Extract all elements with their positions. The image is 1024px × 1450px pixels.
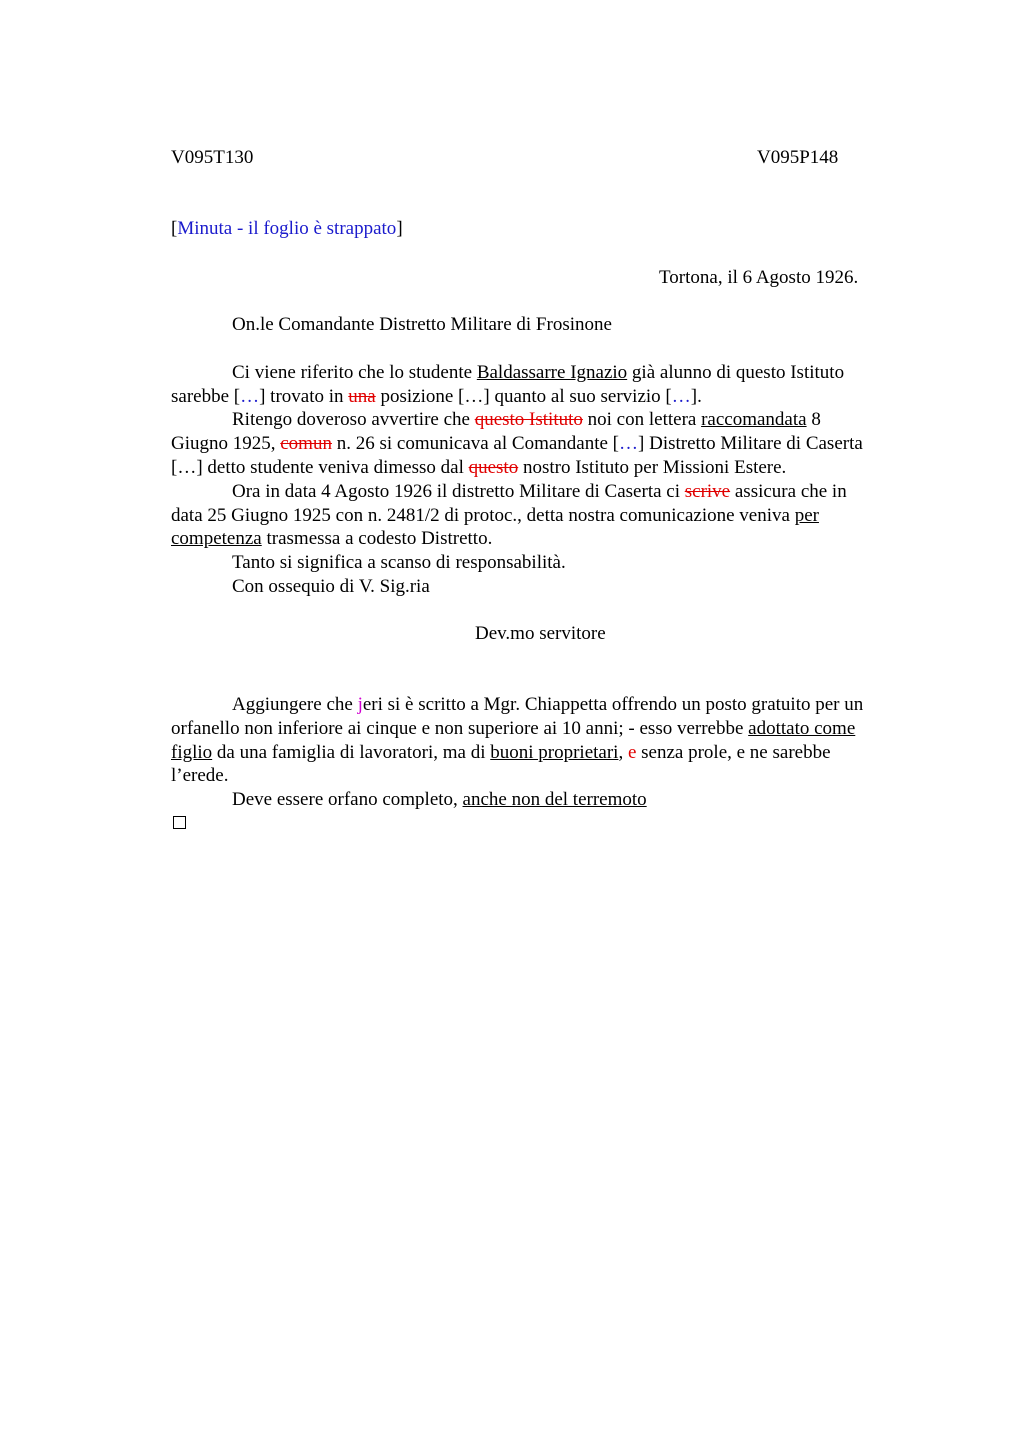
ps-line1 <box>232 694 863 716</box>
p3-line3 <box>171 528 492 550</box>
text: ]. <box>690 386 702 407</box>
text: già alunno di questo Istituto <box>627 362 845 383</box>
text: trasmessa a codesto Distretto. <box>261 528 493 549</box>
p2-line2 <box>171 433 863 455</box>
deleted-word: una <box>348 386 376 407</box>
ps-line2 <box>171 718 855 740</box>
underlined-word: raccomandata <box>701 409 807 430</box>
ps2-line <box>232 789 647 811</box>
text: Aggiungere che <box>232 694 358 715</box>
gap-marker: … <box>619 433 639 454</box>
text: sarebbe [ <box>171 386 241 407</box>
text: Ritengo doveroso avvertire che <box>232 409 475 430</box>
text: n. 26 si comunicava al Comandante [ <box>331 433 620 454</box>
closing-signature: Dev.mo servitore <box>475 623 606 644</box>
p2-line3 <box>171 457 786 479</box>
checkbox-icon <box>173 816 186 829</box>
p1-line2 <box>171 386 702 408</box>
p2-line1 <box>232 409 821 431</box>
text: da una famiglia di lavoratori, ma di <box>212 742 491 763</box>
text: Giugno 1925, <box>171 433 281 454</box>
underlined-word: per <box>794 505 819 526</box>
ps-line3 <box>171 742 831 764</box>
note-text: Minuta - il foglio è strappato <box>177 218 397 239</box>
p4: Tanto si significa a scanso di responsabilità. <box>232 552 566 573</box>
text: 8 <box>806 409 821 430</box>
underlined-words: adottato come <box>748 718 856 739</box>
underlined-word: competenza <box>171 528 262 549</box>
text: Ci viene riferito che lo studente <box>232 362 477 383</box>
text: posizione […] quanto al suo servizio [ <box>375 386 672 407</box>
p3-line1 <box>232 481 847 503</box>
text: ] trovato in <box>259 386 349 407</box>
student-name: Baldassarre Ignazio <box>476 362 628 383</box>
text: nostro Istituto per Missioni Estere. <box>518 457 787 478</box>
text: orfanello non inferiore ai cinque e non superiore ai 10 anni; - esso verrebbe <box>171 718 749 739</box>
note-close-bracket: ] <box>396 218 403 239</box>
editorial-note <box>171 218 403 240</box>
p3-line2 <box>171 505 819 527</box>
inserted-letter: j <box>357 694 363 715</box>
text: eri si è scritto a Mgr. Chiappetta offrendo un posto gratuito per un <box>362 694 864 715</box>
note-open-bracket: [ <box>171 218 178 239</box>
text: […] detto studente veniva dimesso dal <box>171 457 469 478</box>
code-left: V095T130 <box>171 147 254 168</box>
deleted-word: questo <box>468 457 519 478</box>
text: noi con lettera <box>582 409 702 430</box>
underlined-words: anche non del terremoto <box>462 789 647 810</box>
ps-line4: l’erede. <box>171 765 229 786</box>
text: senza prole, e ne sarebbe <box>636 742 831 763</box>
gap-marker: … <box>671 386 691 407</box>
text: assicura che in <box>730 481 847 502</box>
code-right: V095P148 <box>757 147 839 168</box>
text: ] Distretto Militare di Caserta <box>638 433 863 454</box>
date-line: Tortona, il 6 Agosto 1926. <box>659 267 859 288</box>
p1-line1 <box>232 362 844 384</box>
deleted-words: questo Istituto <box>474 409 583 430</box>
text: Deve essere orfano completo, <box>232 789 463 810</box>
text: , <box>618 742 628 763</box>
deleted-word: comun <box>280 433 332 454</box>
p5: Con ossequio di V. Sig.ria <box>232 576 430 597</box>
underlined-words: buoni proprietari <box>490 742 619 763</box>
gap-marker: … <box>240 386 260 407</box>
text: Ora in data 4 Agosto 1926 il distretto Militare di Caserta ci <box>232 481 685 502</box>
deleted-letter: e <box>627 742 637 763</box>
addressee: On.le Comandante Distretto Militare di Frosinone <box>232 314 612 335</box>
deleted-word: scrive <box>684 481 731 502</box>
text: data 25 Giugno 1925 con n. 2481/2 di protoc., detta nostra comunicazione veniva <box>171 505 795 526</box>
underlined-word: figlio <box>171 742 213 763</box>
